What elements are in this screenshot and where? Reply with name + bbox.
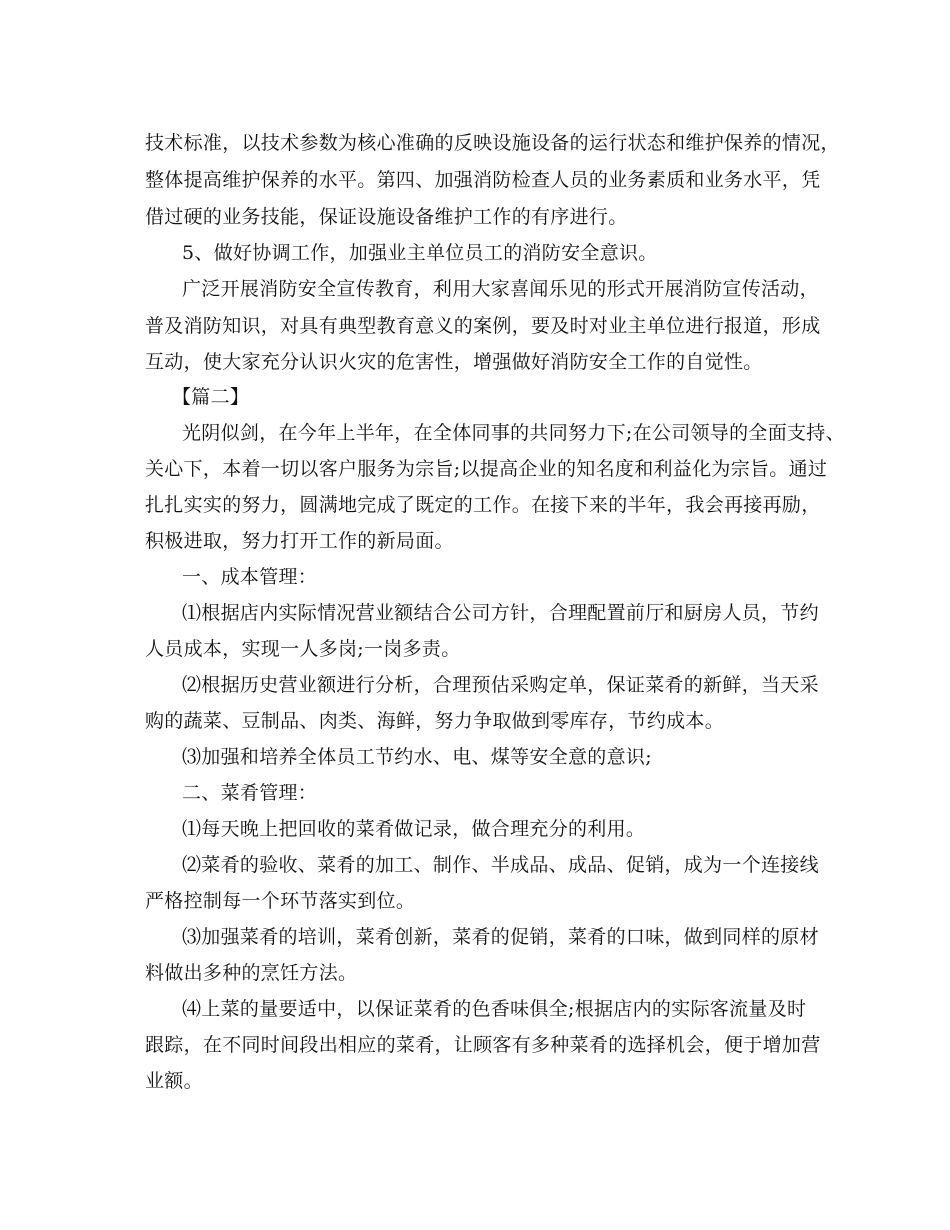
text-line: 业额。 — [145, 1070, 203, 1092]
text-line: 严格控制每一个环节落实到位。 — [145, 890, 416, 912]
text-line: 广泛开展消防安全宣传教育，利用大家喜闻乐见的形式开展消防宣传活动， — [182, 278, 819, 300]
text-line: 购的蔬菜、豆制品、肉类、海鲜，努力争取做到零库存，节约成本。 — [145, 710, 725, 732]
text-line: 积极进取，努力打开工作的新局面。 — [145, 530, 454, 552]
text-line: ⑷上菜的量要适中，以保证菜肴的色香味俱全;根据店内的实际客流量及时 — [182, 998, 807, 1020]
text-line: ⑵根据历史营业额进行分析，合理预估采购定单，保证菜肴的新鲜，当天采 — [182, 674, 819, 696]
text-line: 技术标准，以技术参数为核心准确的反映设施设备的运行状态和维护保养的情况， — [145, 132, 840, 154]
text-line: 光阴似剑，在今年上半年，在全体同事的共同努力下;在公司领导的全面支持、 — [182, 422, 845, 444]
text-line: 扎扎实实的努力，圆满地完成了既定的工作。在接下来的半年，我会再接再励， — [145, 494, 821, 516]
text-line: 跟踪，在不同时间段出相应的菜肴，让顾客有多种菜肴的选择机会，便于增加营 — [145, 1034, 821, 1056]
text-line: ⑵菜肴的验收、菜肴的加工、制作、半成品、成品、促销，成为一个连接线 — [182, 854, 819, 876]
text-line: 普及消防知识，对具有典型教育意义的案例，要及时对业主单位进行报道，形成 — [145, 315, 821, 337]
text-line: ⑶加强和培养全体员工节约水、电、煤等安全意的意识; — [182, 746, 652, 768]
text-line: 料做出多种的烹饪方法。 — [145, 962, 358, 984]
text-line: 人员成本，实现一人多岗;一岗多责。 — [145, 638, 461, 660]
text-line: 借过硬的业务技能，保证设施设备维护工作的有序进行。 — [145, 206, 628, 228]
text-line: 整体提高维护保养的水平。第四、加强消防检查人员的业务素质和业务水平，凭 — [145, 169, 821, 191]
text-line: ⑴根据店内实际情况营业额结合公司方针，合理配置前厅和厨房人员，节约 — [182, 602, 819, 624]
subheading: 二、菜肴管理： — [182, 782, 318, 804]
text-line: 互动，使大家充分认识火灾的危害性，增强做好消防安全工作的自觉性。 — [145, 351, 763, 373]
text-line: ⑴每天晚上把回收的菜肴做记录，做合理充分的利用。 — [182, 818, 646, 840]
text-line: 关心下，本着一切以客户服务为宗旨;以提高企业的知名度和利益化为宗旨。通过 — [145, 458, 828, 480]
section-heading: 【篇二】 — [172, 386, 250, 408]
subheading: 一、成本管理： — [182, 566, 318, 588]
text-line: ⑶加强菜肴的培训，菜肴创新，菜肴的促销，菜肴的口味，做到同样的原材 — [182, 926, 819, 948]
text-line: 5、做好协调工作，加强业主单位员工的消防安全意识。 — [182, 242, 658, 264]
